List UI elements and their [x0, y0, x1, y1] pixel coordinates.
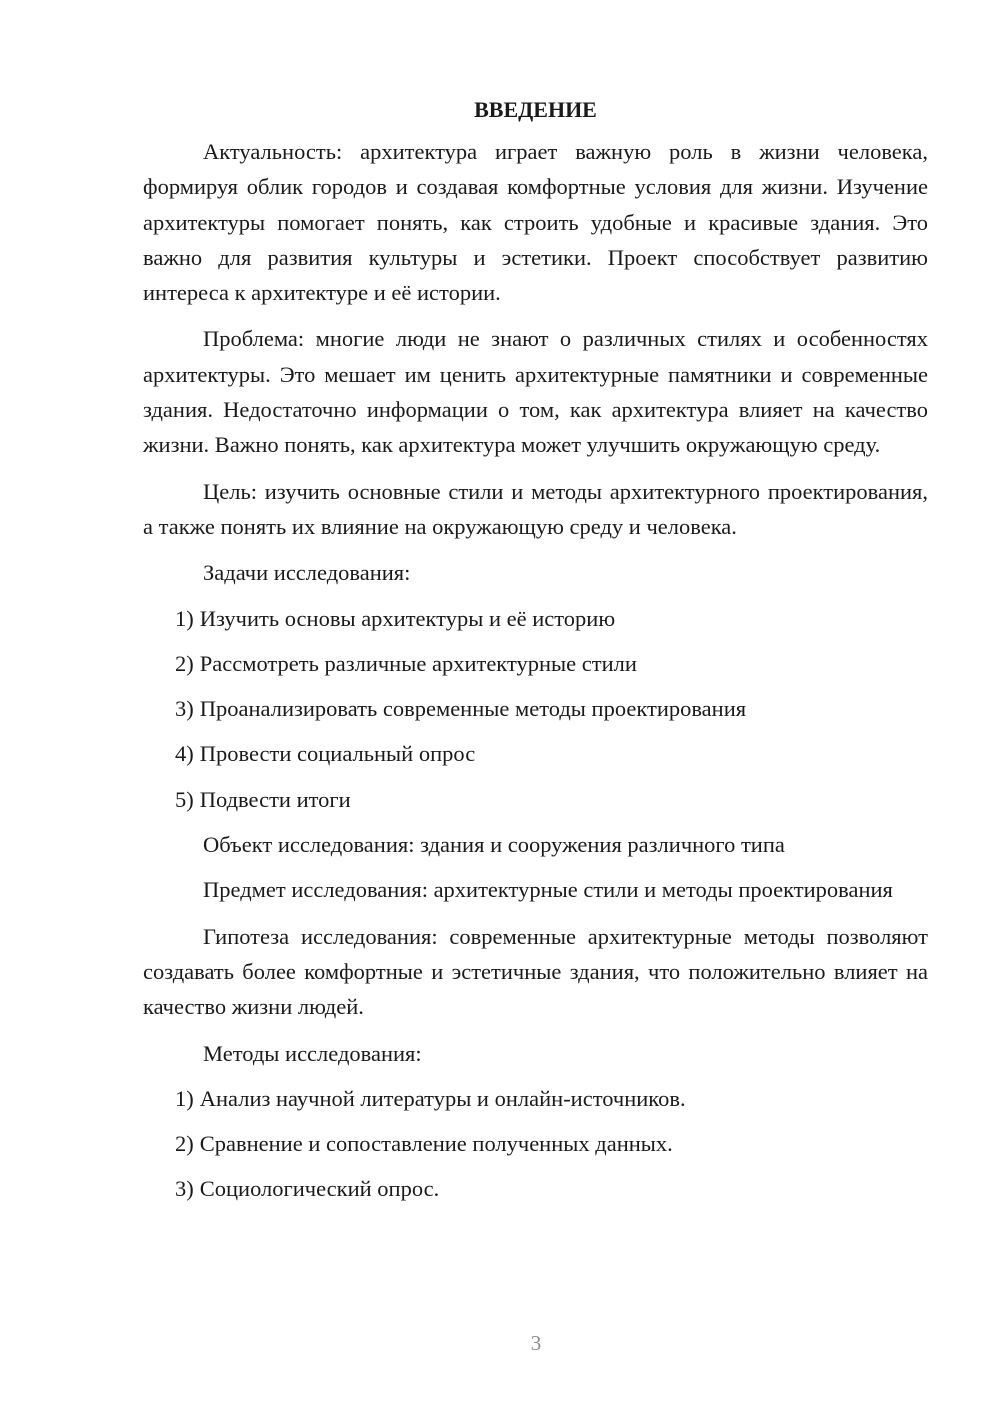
page-content	[143, 92, 928, 1217]
list-item-number: 3)	[175, 696, 194, 722]
goal-paragraph: Цель: изучить основные стили и методы архитектурного проектирования, а также понять их влияние на окружающую среду и человека.	[143, 478, 928, 539]
list-item-text: Подвести итоги	[199, 786, 351, 812]
list-item	[143, 782, 928, 817]
section-title: ВВЕДЕНИЕ	[474, 97, 597, 122]
list-item-text: Рассмотреть различные архитектурные стили	[199, 650, 637, 676]
tasks-label: Задачи исследования:	[203, 560, 411, 586]
list-item	[143, 1171, 928, 1206]
list-item	[143, 646, 928, 681]
list-item-number: 1)	[175, 1085, 194, 1111]
relevance-paragraph: Актуальность: архитектура играет важную роль в жизни человека, формируя облик городов и создавая комфортные условия для жизни. Изучение архитектуры помогает понять, как строить удобные и красивые здания. Это важно для развития культуры и эстетики. Проект способствует развитию интереса к архитектуре и её истории.	[143, 139, 928, 306]
list-item	[143, 1126, 928, 1161]
list-item-text: Анализ научной литературы и онлайн-источников.	[199, 1085, 686, 1111]
list-item	[143, 736, 928, 771]
list-item-number: 1)	[175, 605, 194, 631]
methods-label: Методы исследования:	[203, 1040, 422, 1066]
list-item-number: 4)	[175, 741, 194, 767]
list-item	[143, 601, 928, 636]
hypothesis-paragraph: Гипотеза исследования: современные архитектурные методы позволяют создавать более комфортные и эстетичные здания, что положительно влияет на качество жизни людей.	[143, 923, 928, 1020]
list-item-text: Изучить основы архитектуры и её историю	[199, 605, 616, 631]
list-item-number: 5)	[175, 786, 194, 812]
page-number: 3	[530, 1331, 542, 1355]
list-item	[143, 1081, 928, 1116]
tasks-list	[143, 601, 928, 817]
list-item-text: Провести социальный опрос	[199, 741, 476, 767]
subject-paragraph: Предмет исследования: архитектурные стили и методы проектирования	[203, 877, 893, 903]
list-item-text: Сравнение и сопоставление полученных данных.	[199, 1131, 673, 1157]
methods-list	[143, 1081, 928, 1207]
problem-paragraph: Проблема: многие люди не знают о различных стилях и особенностях архитектуры. Это мешает им ценить архитектурные памятники и современные здания. Недостаточно информации о том, как архитектура влияет на качество жизни. Важно понять, как архитектура может улучшить окружающую среду.	[143, 326, 928, 458]
object-paragraph: Объект исследования: здания и сооружения различного типа	[203, 832, 785, 858]
list-item	[143, 691, 928, 726]
list-item-number: 2)	[175, 1131, 194, 1157]
list-item-number: 2)	[175, 650, 194, 676]
list-item-number: 3)	[175, 1176, 194, 1202]
list-item-text: Социологический опрос.	[199, 1176, 440, 1202]
list-item-text: Проанализировать современные методы проектирования	[199, 696, 747, 722]
